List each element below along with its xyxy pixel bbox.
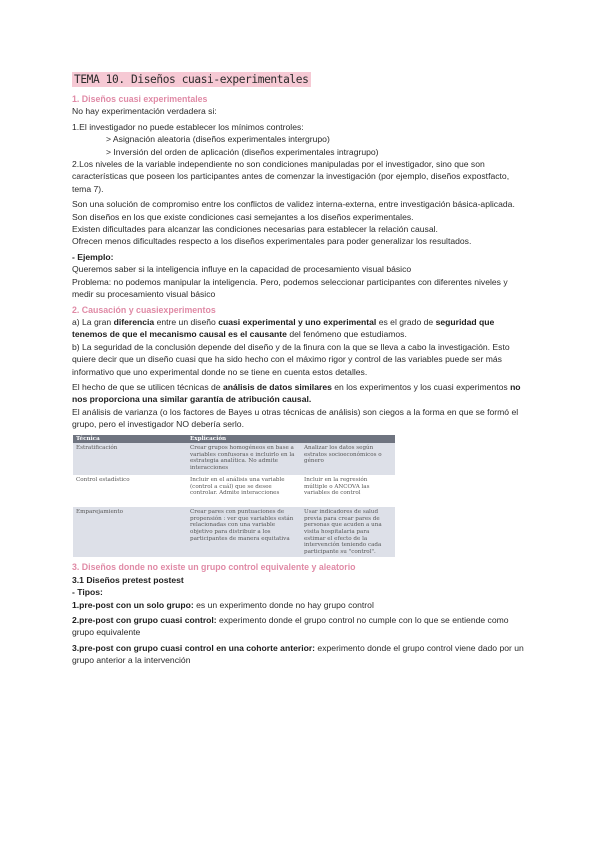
table-cell: Incluir en el análisis una variable (control a cuál) que se desee controlar. Admite interacciones — [187, 475, 301, 507]
techniques-table — [73, 435, 395, 558]
type-item: 2.pre-post con grupo cuasi control: experimento donde el grupo control no cumple con lo que se entiende como grupo equivalente — [72, 614, 509, 638]
table-cell: Analizar los datos según estratos socioeconómicos o género — [301, 443, 395, 475]
table-row — [73, 507, 395, 557]
paragraph: Existen dificultades para alcanzar las condiciones necesarias para establecer la relación causal. — [72, 224, 438, 235]
table-cell: Estratificación — [73, 443, 187, 475]
table-cell: Incluir en la regresión múltiple o ANCOVA las variables de control — [301, 475, 395, 507]
paragraph: Problema: no podemos manipular la inteligencia. Pero, podemos seleccionar participantes con diferentes niveles y medir su procesamiento visual básico — [72, 276, 508, 300]
subheading: 3.1 Diseños pretest postest — [72, 574, 184, 585]
paragraph: Queremos saber si la inteligencia influye en la capacidad de procesamiento visual básico — [72, 264, 412, 275]
table-cell: Crear pares con puntuaciones de propensión : ver que variables están relacionadas con una variable objetivo para distribuir a los participantes de manera equitativa — [187, 507, 301, 557]
table-cell: Crear grupos homogéneos en base a variables confusoras e incluirlo en la estrategia analítica. No admite interacciones — [187, 443, 301, 475]
type-item: 3.pre-post con grupo cuasi control en una cohorte anterior: experimento donde el grupo control viene dado por un grupo anterior a la intervención — [72, 642, 524, 666]
bullet-item: > Asignación aleatoria (diseños experimentales intergrupo) — [106, 134, 330, 145]
section-heading-2: 2. Causación y cuasiexperimentos — [72, 304, 216, 315]
paragraph-c: El hecho de que se utilicen técnicas de análisis de datos similares en los experimentos y los cuasi experimentos no nos proporciona una similar garantía de atribución causal. — [72, 381, 521, 405]
paragraph: Ofrecen menos dificultades respecto a los diseños experimentales para poder generalizar los resultados. — [72, 236, 472, 247]
document-page — [72, 72, 528, 667]
table-header: Técnica — [73, 435, 187, 444]
section-heading-1: 1. Diseños cuasi experimentales — [72, 94, 208, 104]
paragraph-b: b) La seguridad de la conclusión depende del diseño y de la finura con la que se lleva a cabo la investigación. Esto quiere decir que un diseño cuasi que ha sido hecho con el máximo rigor y control de las variables puede ser más informativo que uno experimental donde no se tiene en cuenta estos detalles. — [72, 341, 510, 377]
example-label: - Ejemplo: — [72, 251, 114, 262]
bullet-item: > Inversión del orden de aplicación (diseños experimentales intragrupo) — [106, 146, 379, 157]
types-label: - Tipos: — [72, 587, 103, 598]
table-cell: Control estadístico — [73, 475, 187, 507]
table-cell: Usar indicadores de salud previa para crear pares de personas que acuden a una visita hospitalaria para estimar el efecto de la intervención teniendo cada participante su "control". — [301, 507, 395, 557]
paragraph: No hay experimentación verdadera si: — [72, 106, 217, 117]
paragraph-a: a) La gran diferencia entre un diseño cuasi experimental y uno experimental es el grado de seguridad que tenemos de que el mecanismo causal es el causante del fenómeno que estudiamos. — [72, 316, 495, 340]
table-header: Explicación — [187, 435, 301, 444]
table-header — [301, 435, 395, 444]
paragraph-d: El análisis de varianza (o los factores de Bayes u otras técnicas de análisis) son ciegos a la forma en que se formó el grupo, pero el investigador NO debería serlo. — [72, 406, 519, 430]
table-row — [73, 475, 395, 507]
paragraph: Son diseños en los que existe condiciones casi semejantes a los diseños experimentales. — [72, 211, 414, 222]
type-item: 1.pre-post con un solo grupo: es un experimento donde no hay grupo control — [72, 599, 374, 610]
paragraph: 1.El investigador no puede establecer los mínimos controles: — [72, 121, 304, 132]
paragraph: Son una solución de compromiso entre los conflictos de validez interna-externa, entre investigación básica-aplicada. — [72, 199, 515, 210]
table-cell: Emparejamiento — [73, 507, 187, 557]
paragraph: 2.Los niveles de la variable independiente no son condiciones manipuladas por el investigador, sino que son características que poseen los participantes antes de comenzar la investigación (por ejemplo, diseños expostfacto, tema 7). — [72, 159, 510, 194]
page-title: TEMA 10. Diseños cuasi-experimentales — [72, 72, 311, 87]
table-row — [73, 443, 395, 475]
section-heading-3: 3. Diseños donde no existe un grupo control equivalente y aleatorio — [72, 562, 356, 573]
